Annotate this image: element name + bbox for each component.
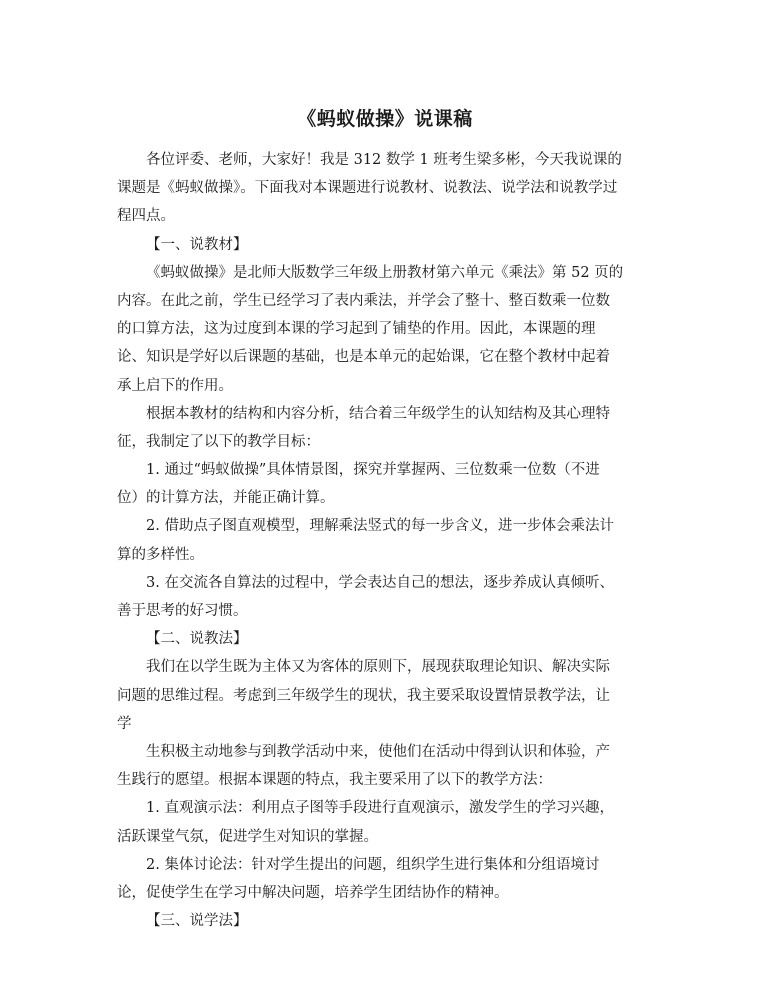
document-body xyxy=(117,146,657,935)
text-line: 学 xyxy=(117,715,132,732)
text-line: 根据本教材的结构和内容分析，结合着三年级学生的认知结构及其心理特 xyxy=(146,405,610,422)
text-line: 论，促使学生在学习中解决问题，培养学生团结协作的精神。 xyxy=(117,884,509,901)
section-heading: 【一、说教材】 xyxy=(146,236,248,253)
text-line: 内容。在此之前，学生已经学习了表内乘法，并学会了整十、整百数乘一位数 xyxy=(117,292,610,309)
text-line: 善于思考的好习惯。 xyxy=(117,603,248,619)
section-heading: 【三、说学法】 xyxy=(146,913,248,930)
text-line: 《蚂蚁做操》是北师大版数学三年级上册教材第六单元《乘法》第 52 页的 xyxy=(146,264,624,281)
text-line: 生践行的愿望。根据本课题的特点，我主要采用了以下的教学方法： xyxy=(117,772,552,789)
text-line: 2. 集体讨论法：针对学生提出的问题，组织学生进行集体和分组语境讨 xyxy=(146,856,600,873)
text-line: 问题的思维过程。考虑到三年级学生的现状，我主要采取设置情景教学法，让 xyxy=(117,687,610,704)
text-line: 生积极主动地参与到教学活动中来，使他们在活动中得到认识和体验，产 xyxy=(146,743,610,760)
text-line: 我们在以学生既为主体又为客体的原则下，展现获取理论知识、解决实际 xyxy=(146,659,610,676)
text-line: 承上启下的作用。 xyxy=(117,377,233,394)
section-heading: 【二、说教法】 xyxy=(146,631,248,648)
text-line: 2. 借助点子图直观模型，理解乘法竖式的每一步含义，进一步体会乘法计 xyxy=(146,518,614,535)
text-line: 课题是《蚂蚁做操》。下面我对本课题进行说教材、说教法、说学法和说教学过 xyxy=(117,180,618,197)
text-line: 算的多样性。 xyxy=(117,546,204,563)
text-line: 1. 直观演示法：利用点子图等手段进行直观演示，激发学生的学习兴趣， xyxy=(146,800,614,817)
document-title: 《蚂蚁做操》说课稿 xyxy=(297,108,473,130)
text-line: 位）的计算方法，并能正确计算。 xyxy=(117,490,335,507)
text-line: 3. 在交流各自算法的过程中，学会表达自己的想法，逐步养成认真倾听、 xyxy=(146,574,614,591)
text-line: 各位评委、老师，大家好！我是 312 数学 1 班考生梁多彬，今天我说课的 xyxy=(146,152,622,168)
text-line: 论、知识是学好以后课题的基础，也是本单元的起始课，它在整个教材中起着 xyxy=(117,349,610,366)
text-line: 1. 通过“蚂蚁做操”具体情景图，探究并掌握两、三位数乘一位数（不进 xyxy=(146,462,600,479)
text-line: 的口算方法，这为过度到本课的学习起到了铺垫的作用。因此，本课题的理 xyxy=(117,321,596,338)
text-line: 征，我制定了以下的教学目标： xyxy=(117,433,320,450)
text-line: 活跃课堂气氛，促进学生对知识的掌握。 xyxy=(117,828,378,845)
text-line: 程四点。 xyxy=(117,208,175,225)
